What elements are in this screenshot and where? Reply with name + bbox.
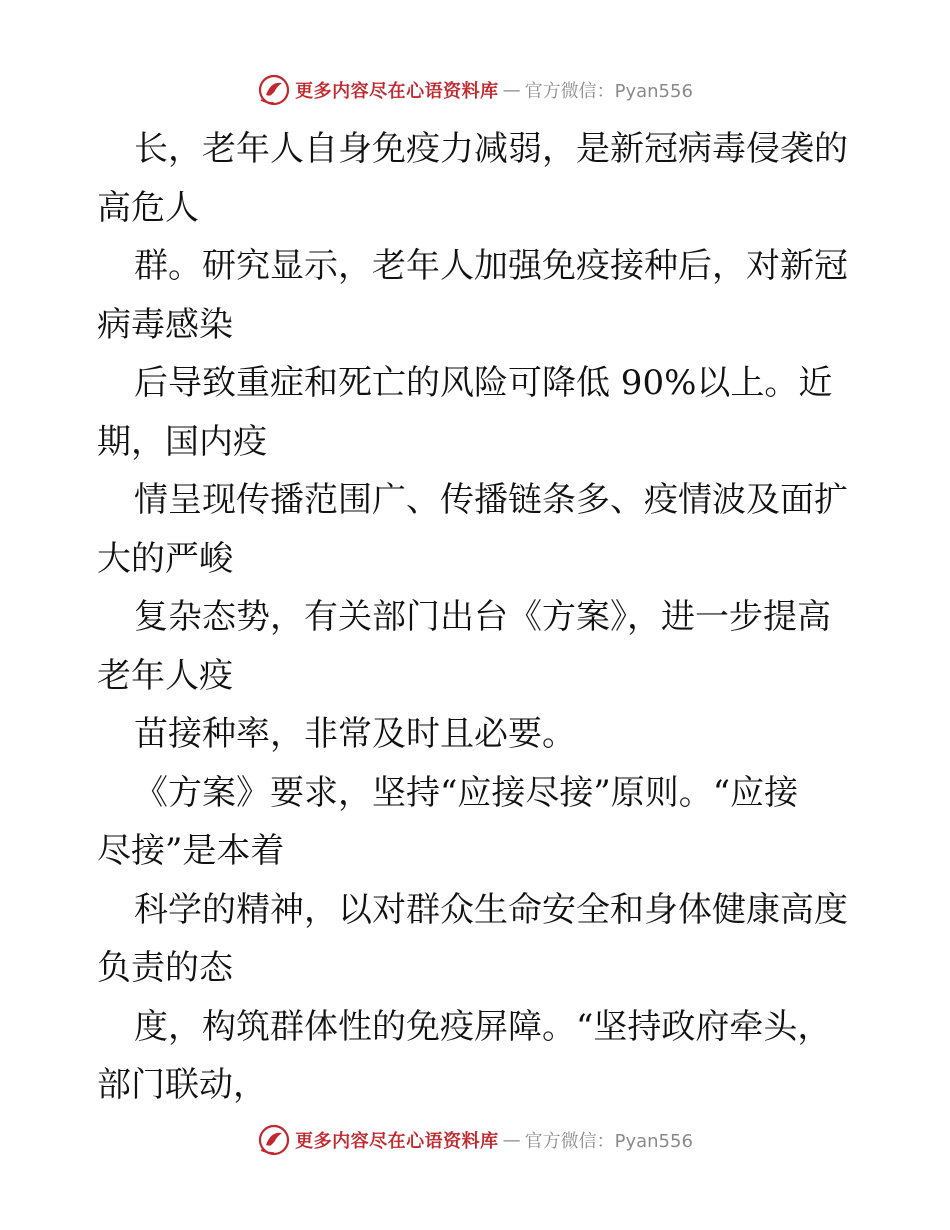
body-line: 群。研究显示，老年人加强免疫接种后，对新冠	[134, 246, 848, 286]
body-line: 老年人疫	[97, 655, 233, 696]
body-line: 尽接”是本着	[97, 831, 285, 871]
body-line: 部门联动，	[97, 1065, 267, 1105]
body-line: 复杂态势，有关部门出台《方案》，进一步提高	[134, 597, 831, 637]
body-line: 长，老年人自身免疫力减弱，是新冠病毒侵袭的	[134, 129, 848, 169]
body-line: 《方案》要求，坚持“应接尽接”原则。“应接	[134, 772, 799, 813]
body-line: 度，构筑群体性的免疫屏障。“坚持政府牵头，	[134, 1006, 832, 1047]
body-line: 负责的态	[97, 948, 233, 988]
footer-banner	[0, 1120, 950, 1160]
body-line: 高危人	[97, 187, 199, 228]
logo-icon	[257, 1123, 291, 1157]
document-body	[97, 120, 857, 1115]
body-line: 苗接种率，非常及时且必要。	[134, 714, 576, 754]
header-banner	[0, 70, 950, 110]
body-line: 情呈现传播范围广、传播链条多、疫情波及面扩	[134, 480, 848, 520]
banner-contact-text: 官方微信：Pyan556	[524, 81, 693, 102]
body-line: 科学的精神，以对群众生命安全和身体健康高度	[134, 889, 848, 930]
body-line: 大的严峻	[97, 538, 233, 579]
banner-separator: —	[502, 79, 521, 101]
body-line: 期，国内疫	[97, 421, 267, 462]
body-line: 病毒感染	[97, 304, 233, 345]
banner-site-text: 更多内容尽在心语资料库	[295, 81, 499, 102]
logo-icon	[257, 73, 291, 107]
banner-site-text: 更多内容尽在心语资料库	[295, 1131, 499, 1152]
body-line: 后导致重症和死亡的风险可降低 90%以上。近	[134, 363, 833, 403]
banner-contact-text: 官方微信：Pyan556	[524, 1131, 693, 1152]
banner-separator: —	[502, 1129, 521, 1151]
